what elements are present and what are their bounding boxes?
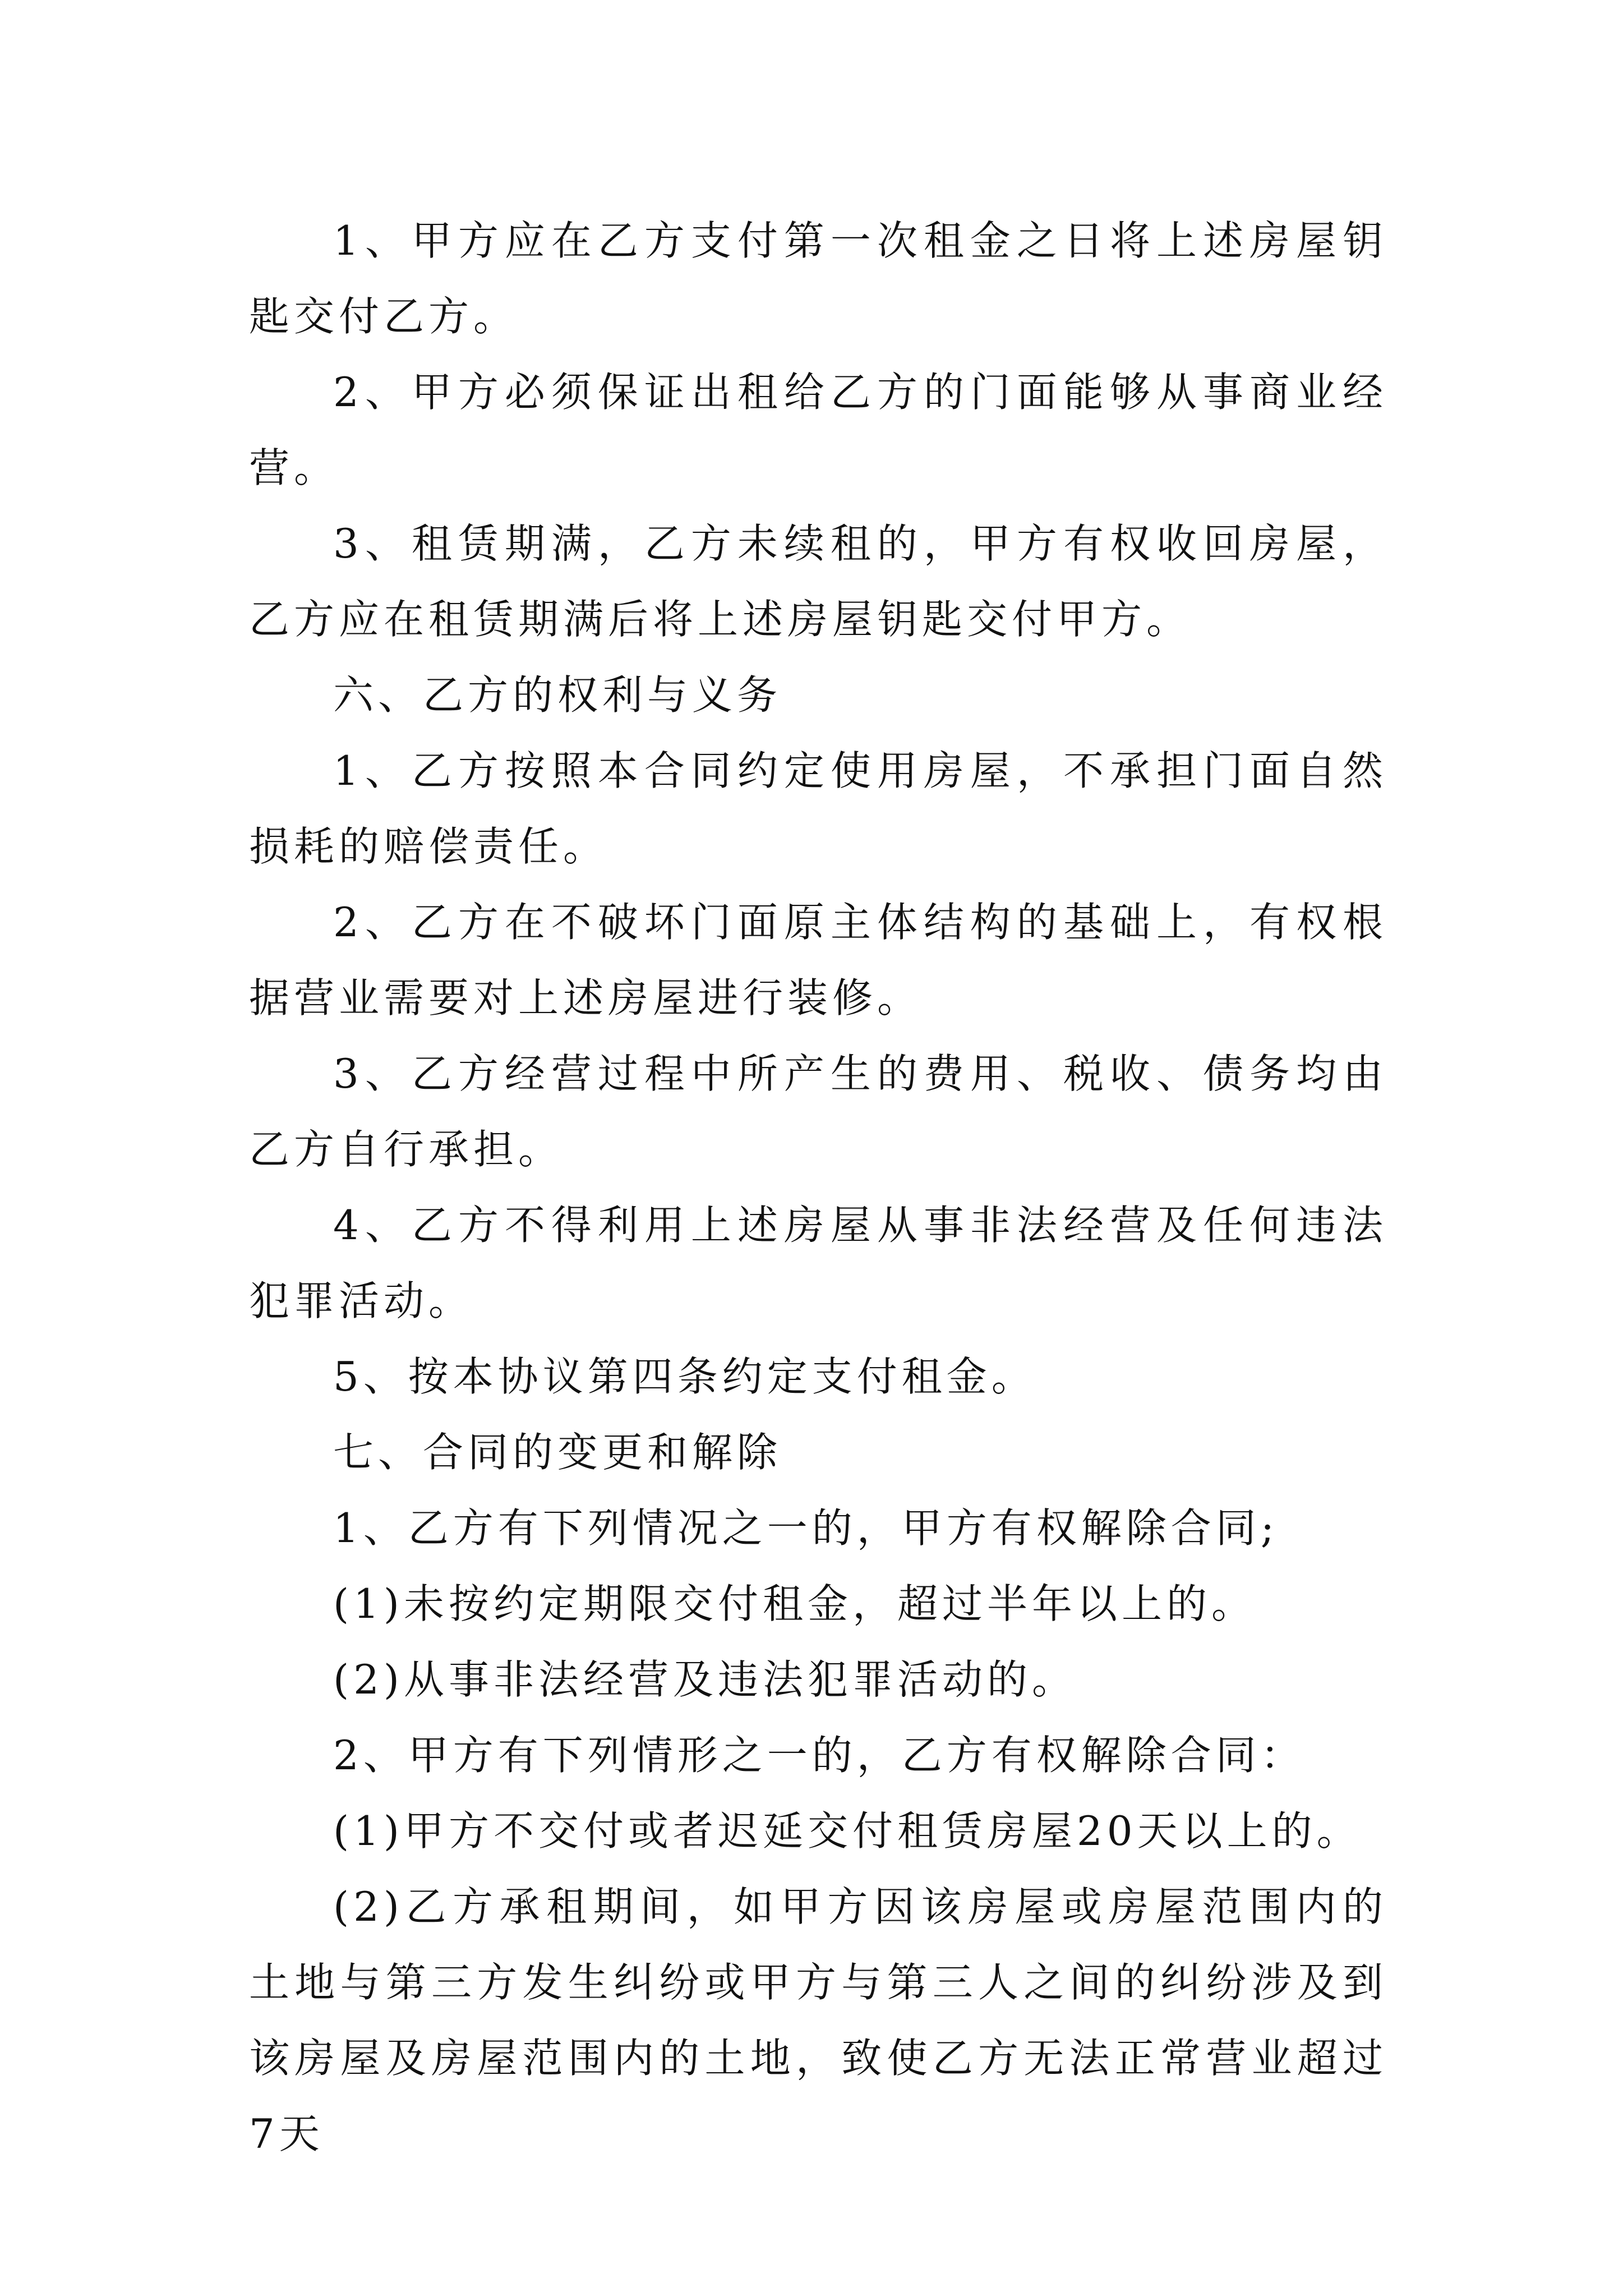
paragraph-6: 2、乙方在不破坏门面原主体结构的基础上，有权根据营业需要对上述房屋进行装修。 [249,899,1387,1022]
document-body [249,203,1387,2172]
paragraph-1: 1、甲方应在乙方支付第一次租金之日将上述房屋钥匙交付乙方。 [249,217,1387,340]
paragraph-12: (1)未按约定期限交付租金，超过半年以上的。 [333,1580,1256,1627]
paragraph-13: (2)从事非法经营及违法犯罪活动的。 [333,1656,1077,1703]
paragraph-2: 2、甲方必须保证出租给乙方的门面能够从事商业经营。 [249,369,1387,491]
section-heading-7: 七、合同的变更和解除 [333,1429,782,1476]
section-heading-6: 六、乙方的权利与义务 [333,671,782,719]
paragraph-9: 5、按本协议第四条约定支付租金。 [333,1353,1036,1400]
paragraph-14: 2、甲方有下列情形之一的，乙方有权解除合同： [333,1732,1306,1779]
paragraph-8: 4、乙方不得利用上述房屋从事非法经营及任何违法犯罪活动。 [249,1202,1387,1324]
paragraph-11: 1、乙方有下列情况之一的，甲方有权解除合同; [333,1504,1279,1552]
paragraph-5: 1、乙方按照本合同约定使用房屋，不承担门面自然损耗的赔偿责任。 [249,747,1387,870]
paragraph-3: 3、租赁期满，乙方未续租的，甲方有权收回房屋，乙方应在租赁期满后将上述房屋钥匙交付甲方。 [249,520,1387,643]
paragraph-7: 3、乙方经营过程中所产生的费用、税收、债务均由乙方自行承担。 [249,1050,1387,1173]
paragraph-16: (2)乙方承租期间，如甲方因该房屋或房屋范围内的土地与第三方发生纠纷或甲方与第三人之间的纠纷涉及到该房屋及房屋范围内的土地，致使乙方无法正常营业超过7天 [249,1883,1387,2157]
paragraph-15: (1)甲方不交付或者迟延交付租赁房屋20天以上的。 [333,1807,1362,1855]
